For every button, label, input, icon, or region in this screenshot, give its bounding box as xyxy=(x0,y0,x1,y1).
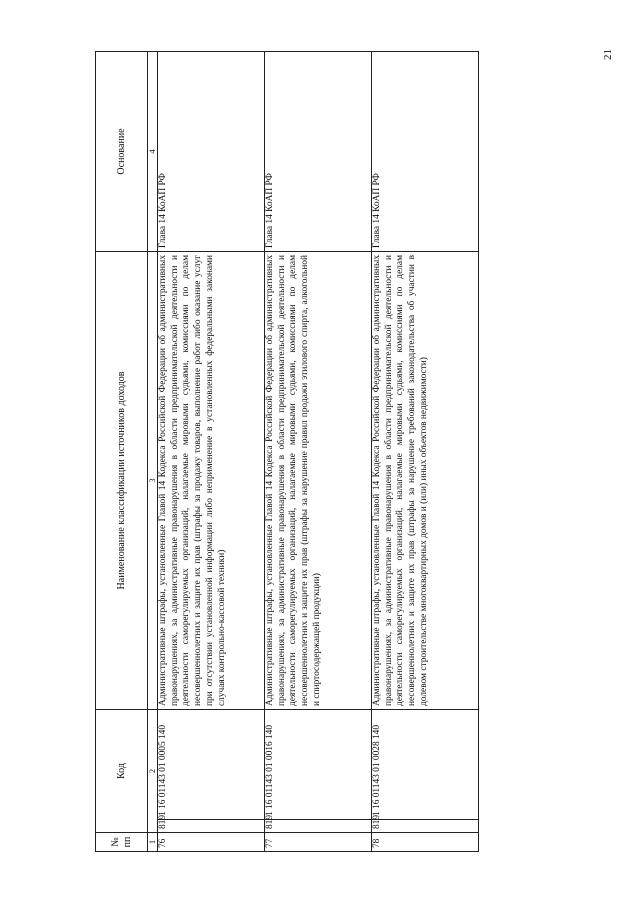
legal-basis: Глава 14 КоАП РФ xyxy=(372,51,479,251)
admin-code: 819 xyxy=(158,820,265,833)
row-number: 78 xyxy=(372,833,479,852)
column-number: 3 xyxy=(148,251,158,709)
header-basis: Основание xyxy=(96,51,148,251)
admin-code: 819 xyxy=(265,820,372,833)
legal-basis: Глава 14 КоАП РФ xyxy=(158,51,265,251)
table-row xyxy=(265,51,372,851)
row-number: 77 xyxy=(265,833,372,852)
income-classification-table xyxy=(95,51,479,852)
header-num: № пп xyxy=(96,833,148,852)
income-name: Административные штрафы, установленные Главой 14 Кодекса Российской Федерации об административных правонарушениях, за административные правонарушения в области предпринимательской деятельности и деятельности саморегулируемых организаций, налагаемые мировыми судьями, комиссиями по делам несовершеннолетних и защите их прав (штрафы за нарушение требований законодательства об участии в долевом строительстве многоквартирных домов и (или) иных объектов недвижимости) xyxy=(372,251,479,709)
column-number: 4 xyxy=(148,51,158,251)
column-number: 2 xyxy=(148,709,158,832)
table-header-row xyxy=(96,51,148,851)
income-code: 1 16 01143 01 0016 140 xyxy=(265,709,372,819)
legal-basis: Глава 14 КоАП РФ xyxy=(265,51,372,251)
income-name: Административные штрафы, установленные Главой 14 Кодекса Российской Федерации об административных правонарушениях, за административные правонарушения в области предпринимательской деятельности и деятельности саморегулируемых организаций, налагаемые мировыми судьями, комиссиями по делам несовершеннолетних и защите их прав (штрафы за продажу товаров, выполнение работ либо оказание услуг при отсутствии установленной информации либо неприменение в установленных федеральными законами случаях контрольно-кассовой техники) xyxy=(158,251,265,709)
row-number: 76 xyxy=(158,833,265,852)
admin-code: 819 xyxy=(372,820,479,833)
column-number: 1 xyxy=(148,833,158,852)
column-numbers-row xyxy=(148,51,158,851)
header-name: Наименование классификации источников доходов xyxy=(96,251,148,709)
page-number: 21 xyxy=(602,49,614,60)
table-row xyxy=(372,51,479,851)
income-code: 1 16 01143 01 0005 140 xyxy=(158,709,265,819)
income-name: Административные штрафы, установленные Главой 14 Кодекса Российской Федерации об административных правонарушениях, за административные правонарушения в области предпринимательской деятельности и деятельности саморегулируемых организаций, налагаемые мировыми судьями, комиссиями по делам несовершеннолетних и защите их прав (штрафы за нарушение правил продажи этилового спирта, алкогольной и спиртосодержащей продукции) xyxy=(265,251,372,709)
header-code: Код xyxy=(96,709,148,832)
table-row xyxy=(158,51,265,851)
income-code: 1 16 01143 01 0028 140 xyxy=(372,709,479,819)
rotated-page-content xyxy=(95,52,500,852)
